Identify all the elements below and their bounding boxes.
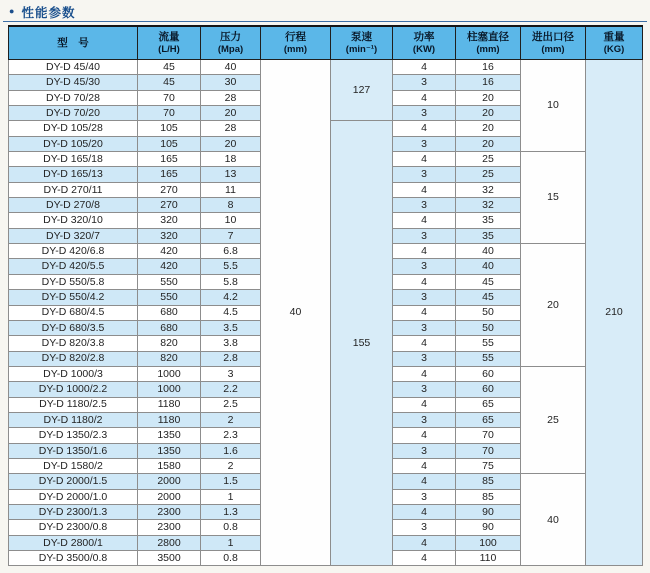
pressure-cell: 10 (201, 213, 261, 228)
inlet-outlet-cell: 20 (521, 244, 586, 367)
flow-cell: 320 (138, 228, 201, 243)
flow-cell: 45 (138, 60, 201, 75)
model-cell: DY-D 2800/1 (9, 535, 138, 550)
pressure-cell: 28 (201, 121, 261, 136)
model-cell: DY-D 2000/1.0 (9, 489, 138, 504)
model-cell: DY-D 3500/0.8 (9, 551, 138, 566)
plunger-diameter-cell: 70 (456, 443, 521, 458)
model-cell: DY-D 550/5.8 (9, 274, 138, 289)
plunger-diameter-cell: 35 (456, 228, 521, 243)
model-cell: DY-D 105/28 (9, 121, 138, 136)
plunger-diameter-cell: 60 (456, 382, 521, 397)
flow-cell: 320 (138, 213, 201, 228)
plunger-diameter-cell: 75 (456, 458, 521, 473)
model-cell: DY-D 420/5.5 (9, 259, 138, 274)
plunger-diameter-cell: 20 (456, 136, 521, 151)
pressure-cell: 2 (201, 412, 261, 427)
flow-cell: 680 (138, 320, 201, 335)
power-cell: 4 (393, 274, 456, 289)
flow-cell: 3500 (138, 551, 201, 566)
model-cell: DY-D 1180/2 (9, 412, 138, 427)
plunger-diameter-cell: 20 (456, 121, 521, 136)
col-header-pressure: 压力 (Mpa) (201, 26, 261, 60)
power-cell: 3 (393, 106, 456, 121)
model-cell: DY-D 2300/0.8 (9, 520, 138, 535)
plunger-diameter-cell: 65 (456, 397, 521, 412)
pressure-cell: 4.2 (201, 290, 261, 305)
plunger-diameter-cell: 90 (456, 504, 521, 519)
plunger-diameter-cell: 90 (456, 520, 521, 535)
model-cell: DY-D 550/4.2 (9, 290, 138, 305)
flow-cell: 1180 (138, 412, 201, 427)
col-header-model: 型 号 (9, 26, 138, 60)
spec-table-header (9, 26, 643, 60)
power-cell: 3 (393, 198, 456, 213)
power-cell: 4 (393, 305, 456, 320)
power-cell: 4 (393, 244, 456, 259)
weight-cell: 210 (586, 60, 643, 566)
pressure-cell: 1.3 (201, 504, 261, 519)
spec-table-body (9, 60, 643, 566)
pressure-cell: 28 (201, 90, 261, 105)
table-row (9, 60, 643, 75)
stroke-cell: 40 (261, 60, 331, 566)
pressure-cell: 2.2 (201, 382, 261, 397)
pressure-cell: 0.8 (201, 520, 261, 535)
plunger-diameter-cell: 20 (456, 90, 521, 105)
plunger-diameter-cell: 60 (456, 366, 521, 381)
power-cell: 3 (393, 228, 456, 243)
plunger-diameter-cell: 25 (456, 152, 521, 167)
flow-cell: 820 (138, 351, 201, 366)
power-cell: 3 (393, 382, 456, 397)
flow-cell: 2000 (138, 474, 201, 489)
flow-cell: 2300 (138, 504, 201, 519)
plunger-diameter-cell: 25 (456, 167, 521, 182)
power-cell: 4 (393, 535, 456, 550)
model-cell: DY-D 1180/2.5 (9, 397, 138, 412)
flow-cell: 45 (138, 75, 201, 90)
header-row (9, 26, 643, 60)
pressure-cell: 4.5 (201, 305, 261, 320)
col-header-plunger-diameter: 柱塞直径 (mm) (456, 26, 521, 60)
flow-cell: 165 (138, 167, 201, 182)
plunger-diameter-cell: 40 (456, 244, 521, 259)
power-cell: 4 (393, 551, 456, 566)
model-cell: DY-D 1350/1.6 (9, 443, 138, 458)
plunger-diameter-cell: 50 (456, 320, 521, 335)
flow-cell: 105 (138, 121, 201, 136)
inlet-outlet-cell: 40 (521, 474, 586, 566)
plunger-diameter-cell: 35 (456, 213, 521, 228)
model-cell: DY-D 45/30 (9, 75, 138, 90)
pressure-cell: 2.8 (201, 351, 261, 366)
power-cell: 3 (393, 75, 456, 90)
inlet-outlet-cell: 25 (521, 366, 586, 473)
plunger-diameter-cell: 45 (456, 274, 521, 289)
plunger-diameter-cell: 45 (456, 290, 521, 305)
plunger-diameter-cell: 32 (456, 182, 521, 197)
power-cell: 3 (393, 290, 456, 305)
pressure-cell: 8 (201, 198, 261, 213)
flow-cell: 70 (138, 90, 201, 105)
pressure-cell: 2 (201, 458, 261, 473)
power-cell: 4 (393, 397, 456, 412)
pressure-cell: 0.8 (201, 551, 261, 566)
plunger-diameter-cell: 40 (456, 259, 521, 274)
power-cell: 3 (393, 443, 456, 458)
pump-speed-cell: 155 (331, 121, 393, 566)
power-cell: 4 (393, 428, 456, 443)
flow-cell: 680 (138, 305, 201, 320)
plunger-diameter-cell: 55 (456, 351, 521, 366)
model-cell: DY-D 270/8 (9, 198, 138, 213)
power-cell: 4 (393, 182, 456, 197)
power-cell: 4 (393, 504, 456, 519)
pressure-cell: 1 (201, 489, 261, 504)
inlet-outlet-cell: 15 (521, 152, 586, 244)
plunger-diameter-cell: 85 (456, 474, 521, 489)
model-cell: DY-D 320/10 (9, 213, 138, 228)
power-cell: 3 (393, 489, 456, 504)
pressure-cell: 1.5 (201, 474, 261, 489)
model-cell: DY-D 680/3.5 (9, 320, 138, 335)
col-header-power: 功率 (KW) (393, 26, 456, 60)
pressure-cell: 18 (201, 152, 261, 167)
pressure-cell: 2.3 (201, 428, 261, 443)
power-cell: 3 (393, 351, 456, 366)
col-header-flow: 流量 (L/H) (138, 26, 201, 60)
power-cell: 3 (393, 259, 456, 274)
flow-cell: 1000 (138, 366, 201, 381)
pressure-cell: 5.8 (201, 274, 261, 289)
flow-cell: 820 (138, 336, 201, 351)
flow-cell: 420 (138, 244, 201, 259)
title-divider (3, 21, 647, 22)
power-cell: 4 (393, 213, 456, 228)
model-cell: DY-D 820/2.8 (9, 351, 138, 366)
pressure-cell: 6.8 (201, 244, 261, 259)
flow-cell: 550 (138, 274, 201, 289)
model-cell: DY-D 820/3.8 (9, 336, 138, 351)
flow-cell: 1180 (138, 397, 201, 412)
pressure-cell: 7 (201, 228, 261, 243)
power-cell: 4 (393, 474, 456, 489)
pressure-cell: 40 (201, 60, 261, 75)
model-cell: DY-D 165/13 (9, 167, 138, 182)
flow-cell: 1350 (138, 428, 201, 443)
pressure-cell: 20 (201, 106, 261, 121)
flow-cell: 2300 (138, 520, 201, 535)
model-cell: DY-D 270/11 (9, 182, 138, 197)
model-cell: DY-D 320/7 (9, 228, 138, 243)
pressure-cell: 3.5 (201, 320, 261, 335)
power-cell: 3 (393, 412, 456, 427)
power-cell: 4 (393, 60, 456, 75)
pressure-cell: 11 (201, 182, 261, 197)
bullet-icon: ● (9, 6, 15, 16)
plunger-diameter-cell: 65 (456, 412, 521, 427)
pressure-cell: 20 (201, 136, 261, 151)
flow-cell: 165 (138, 152, 201, 167)
flow-cell: 270 (138, 182, 201, 197)
plunger-diameter-cell: 70 (456, 428, 521, 443)
flow-cell: 2800 (138, 535, 201, 550)
flow-cell: 270 (138, 198, 201, 213)
col-header-pump-speed: 泵速 (min⁻¹) (331, 26, 393, 60)
model-cell: DY-D 420/6.8 (9, 244, 138, 259)
plunger-diameter-cell: 20 (456, 106, 521, 121)
model-cell: DY-D 105/20 (9, 136, 138, 151)
power-cell: 3 (393, 136, 456, 151)
model-cell: DY-D 2000/1.5 (9, 474, 138, 489)
power-cell: 3 (393, 520, 456, 535)
plunger-diameter-cell: 50 (456, 305, 521, 320)
pressure-cell: 1.6 (201, 443, 261, 458)
model-cell: DY-D 1000/2.2 (9, 382, 138, 397)
plunger-diameter-cell: 16 (456, 75, 521, 90)
spec-table (8, 25, 643, 566)
flow-cell: 105 (138, 136, 201, 151)
pressure-cell: 5.5 (201, 259, 261, 274)
col-header-inlet-outlet-diameter: 进出口径 (mm) (521, 26, 586, 60)
power-cell: 4 (393, 458, 456, 473)
power-cell: 4 (393, 336, 456, 351)
flow-cell: 2000 (138, 489, 201, 504)
plunger-diameter-cell: 110 (456, 551, 521, 566)
plunger-diameter-cell: 16 (456, 60, 521, 75)
flow-cell: 70 (138, 106, 201, 121)
col-header-stroke: 行程 (mm) (261, 26, 331, 60)
pressure-cell: 1 (201, 535, 261, 550)
pump-speed-cell: 127 (331, 60, 393, 121)
power-cell: 4 (393, 121, 456, 136)
pressure-cell: 2.5 (201, 397, 261, 412)
power-cell: 3 (393, 320, 456, 335)
flow-cell: 1350 (138, 443, 201, 458)
model-cell: DY-D 70/28 (9, 90, 138, 105)
plunger-diameter-cell: 32 (456, 198, 521, 213)
model-cell: DY-D 1350/2.3 (9, 428, 138, 443)
section-title (0, 0, 650, 21)
power-cell: 4 (393, 366, 456, 381)
flow-cell: 420 (138, 259, 201, 274)
pressure-cell: 30 (201, 75, 261, 90)
model-cell: DY-D 2300/1.3 (9, 504, 138, 519)
pressure-cell: 3 (201, 366, 261, 381)
model-cell: DY-D 680/4.5 (9, 305, 138, 320)
power-cell: 4 (393, 152, 456, 167)
flow-cell: 550 (138, 290, 201, 305)
col-header-weight: 重量 (KG) (586, 26, 643, 60)
plunger-diameter-cell: 55 (456, 336, 521, 351)
inlet-outlet-cell: 10 (521, 60, 586, 152)
model-cell: DY-D 1000/3 (9, 366, 138, 381)
model-cell: DY-D 45/40 (9, 60, 138, 75)
power-cell: 4 (393, 90, 456, 105)
pressure-cell: 13 (201, 167, 261, 182)
plunger-diameter-cell: 85 (456, 489, 521, 504)
flow-cell: 1000 (138, 382, 201, 397)
model-cell: DY-D 165/18 (9, 152, 138, 167)
flow-cell: 1580 (138, 458, 201, 473)
plunger-diameter-cell: 100 (456, 535, 521, 550)
power-cell: 3 (393, 167, 456, 182)
model-cell: DY-D 1580/2 (9, 458, 138, 473)
model-cell: DY-D 70/20 (9, 106, 138, 121)
section-title-text: 性能参数 (21, 5, 76, 20)
pressure-cell: 3.8 (201, 336, 261, 351)
